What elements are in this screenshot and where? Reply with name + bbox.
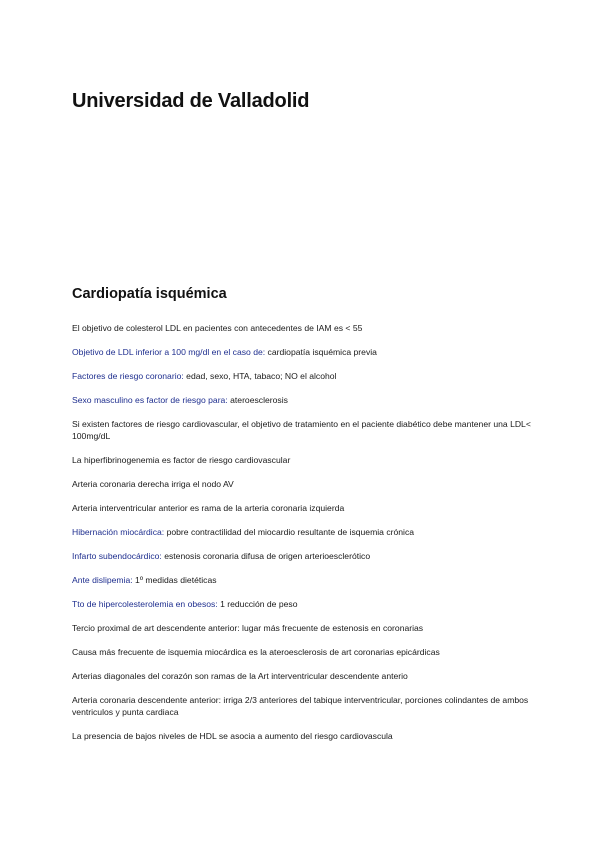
- entry-1: [72, 346, 532, 358]
- entry-text: Causa más frecuente de isquemia miocárdica es la ateroesclerosis de art coronarias epicárdicas: [72, 647, 440, 657]
- entry-text: Tercio proximal de art descendente anterior: lugar más frecuente de estenosis en coronarias: [72, 623, 424, 633]
- entry-13: [72, 646, 532, 658]
- section-title: Cardiopatía isquémica: [72, 286, 227, 302]
- entry-5: [72, 454, 532, 466]
- entry-text: Arteria coronaria derecha irriga el nodo AV: [72, 479, 234, 489]
- entry-0: [72, 322, 532, 334]
- document-title: Universidad de Valladolid: [72, 90, 310, 112]
- entry-text: cardiopatía isquémica previa: [265, 347, 377, 357]
- entry-4: [72, 418, 532, 442]
- entry-6: [72, 478, 532, 490]
- entry-text: Si existen factores de riesgo cardiovascular, el objetivo de tratamiento en el paciente diabético debe mantener una LDL< 100mg/dL: [72, 419, 531, 441]
- entry-term: Infarto subendocárdico:: [72, 551, 162, 561]
- entry-text: pobre contractilidad del miocardio resultante de isquemia crónica: [164, 527, 415, 537]
- entry-10: [72, 574, 532, 586]
- entry-text: Arteria interventricular anterior es rama de la arteria coronaria izquierda: [72, 503, 345, 513]
- entry-text: Arterias diagonales del corazón son ramas de la Art interventricular descendente anterio: [72, 671, 408, 681]
- entry-text: ateroesclerosis: [227, 395, 288, 405]
- entry-9: [72, 550, 532, 562]
- entry-text: 1 reducción de peso: [217, 599, 298, 609]
- entry-term: Factores de riesgo coronario:: [72, 371, 184, 381]
- entry-text: Arteria coronaria descendente anterior: irriga 2/3 anteriores del tabique interventricular, porciones colindantes de ambos ventriculos y punta cardiaca: [72, 695, 529, 717]
- entry-16: [72, 730, 532, 742]
- entry-11: [72, 598, 532, 610]
- entry-list: [72, 322, 532, 754]
- entry-3: [72, 394, 532, 406]
- entry-term: Sexo masculino es factor de riesgo para:: [72, 395, 228, 405]
- entry-15: [72, 694, 532, 718]
- entry-text: La presencia de bajos niveles de HDL se asocia a aumento del riesgo cardiovascula: [72, 731, 393, 741]
- entry-text: estenosis coronaria difusa de origen arterioesclerótico: [161, 551, 371, 561]
- entry-12: [72, 622, 532, 634]
- entry-text: 1º medidas dietéticas: [132, 575, 217, 585]
- entry-term: Ante dislipemia:: [72, 575, 133, 585]
- entry-text: El objetivo de colesterol LDL en pacientes con antecedentes de IAM es < 55: [72, 323, 363, 333]
- entry-8: [72, 526, 532, 538]
- entry-2: [72, 370, 532, 382]
- entry-text: La hiperfibrinogenemia es factor de riesgo cardiovascular: [72, 455, 291, 465]
- entry-term: Tto de hipercolesterolemia en obesos:: [72, 599, 218, 609]
- entry-term: Objetivo de LDL inferior a 100 mg/dl en el caso de:: [72, 347, 266, 357]
- entry-7: [72, 502, 532, 514]
- entry-term: Hibernación miocárdica:: [72, 527, 165, 537]
- entry-14: [72, 670, 532, 682]
- entry-text: edad, sexo, HTA, tabaco; NO el alcohol: [183, 371, 337, 381]
